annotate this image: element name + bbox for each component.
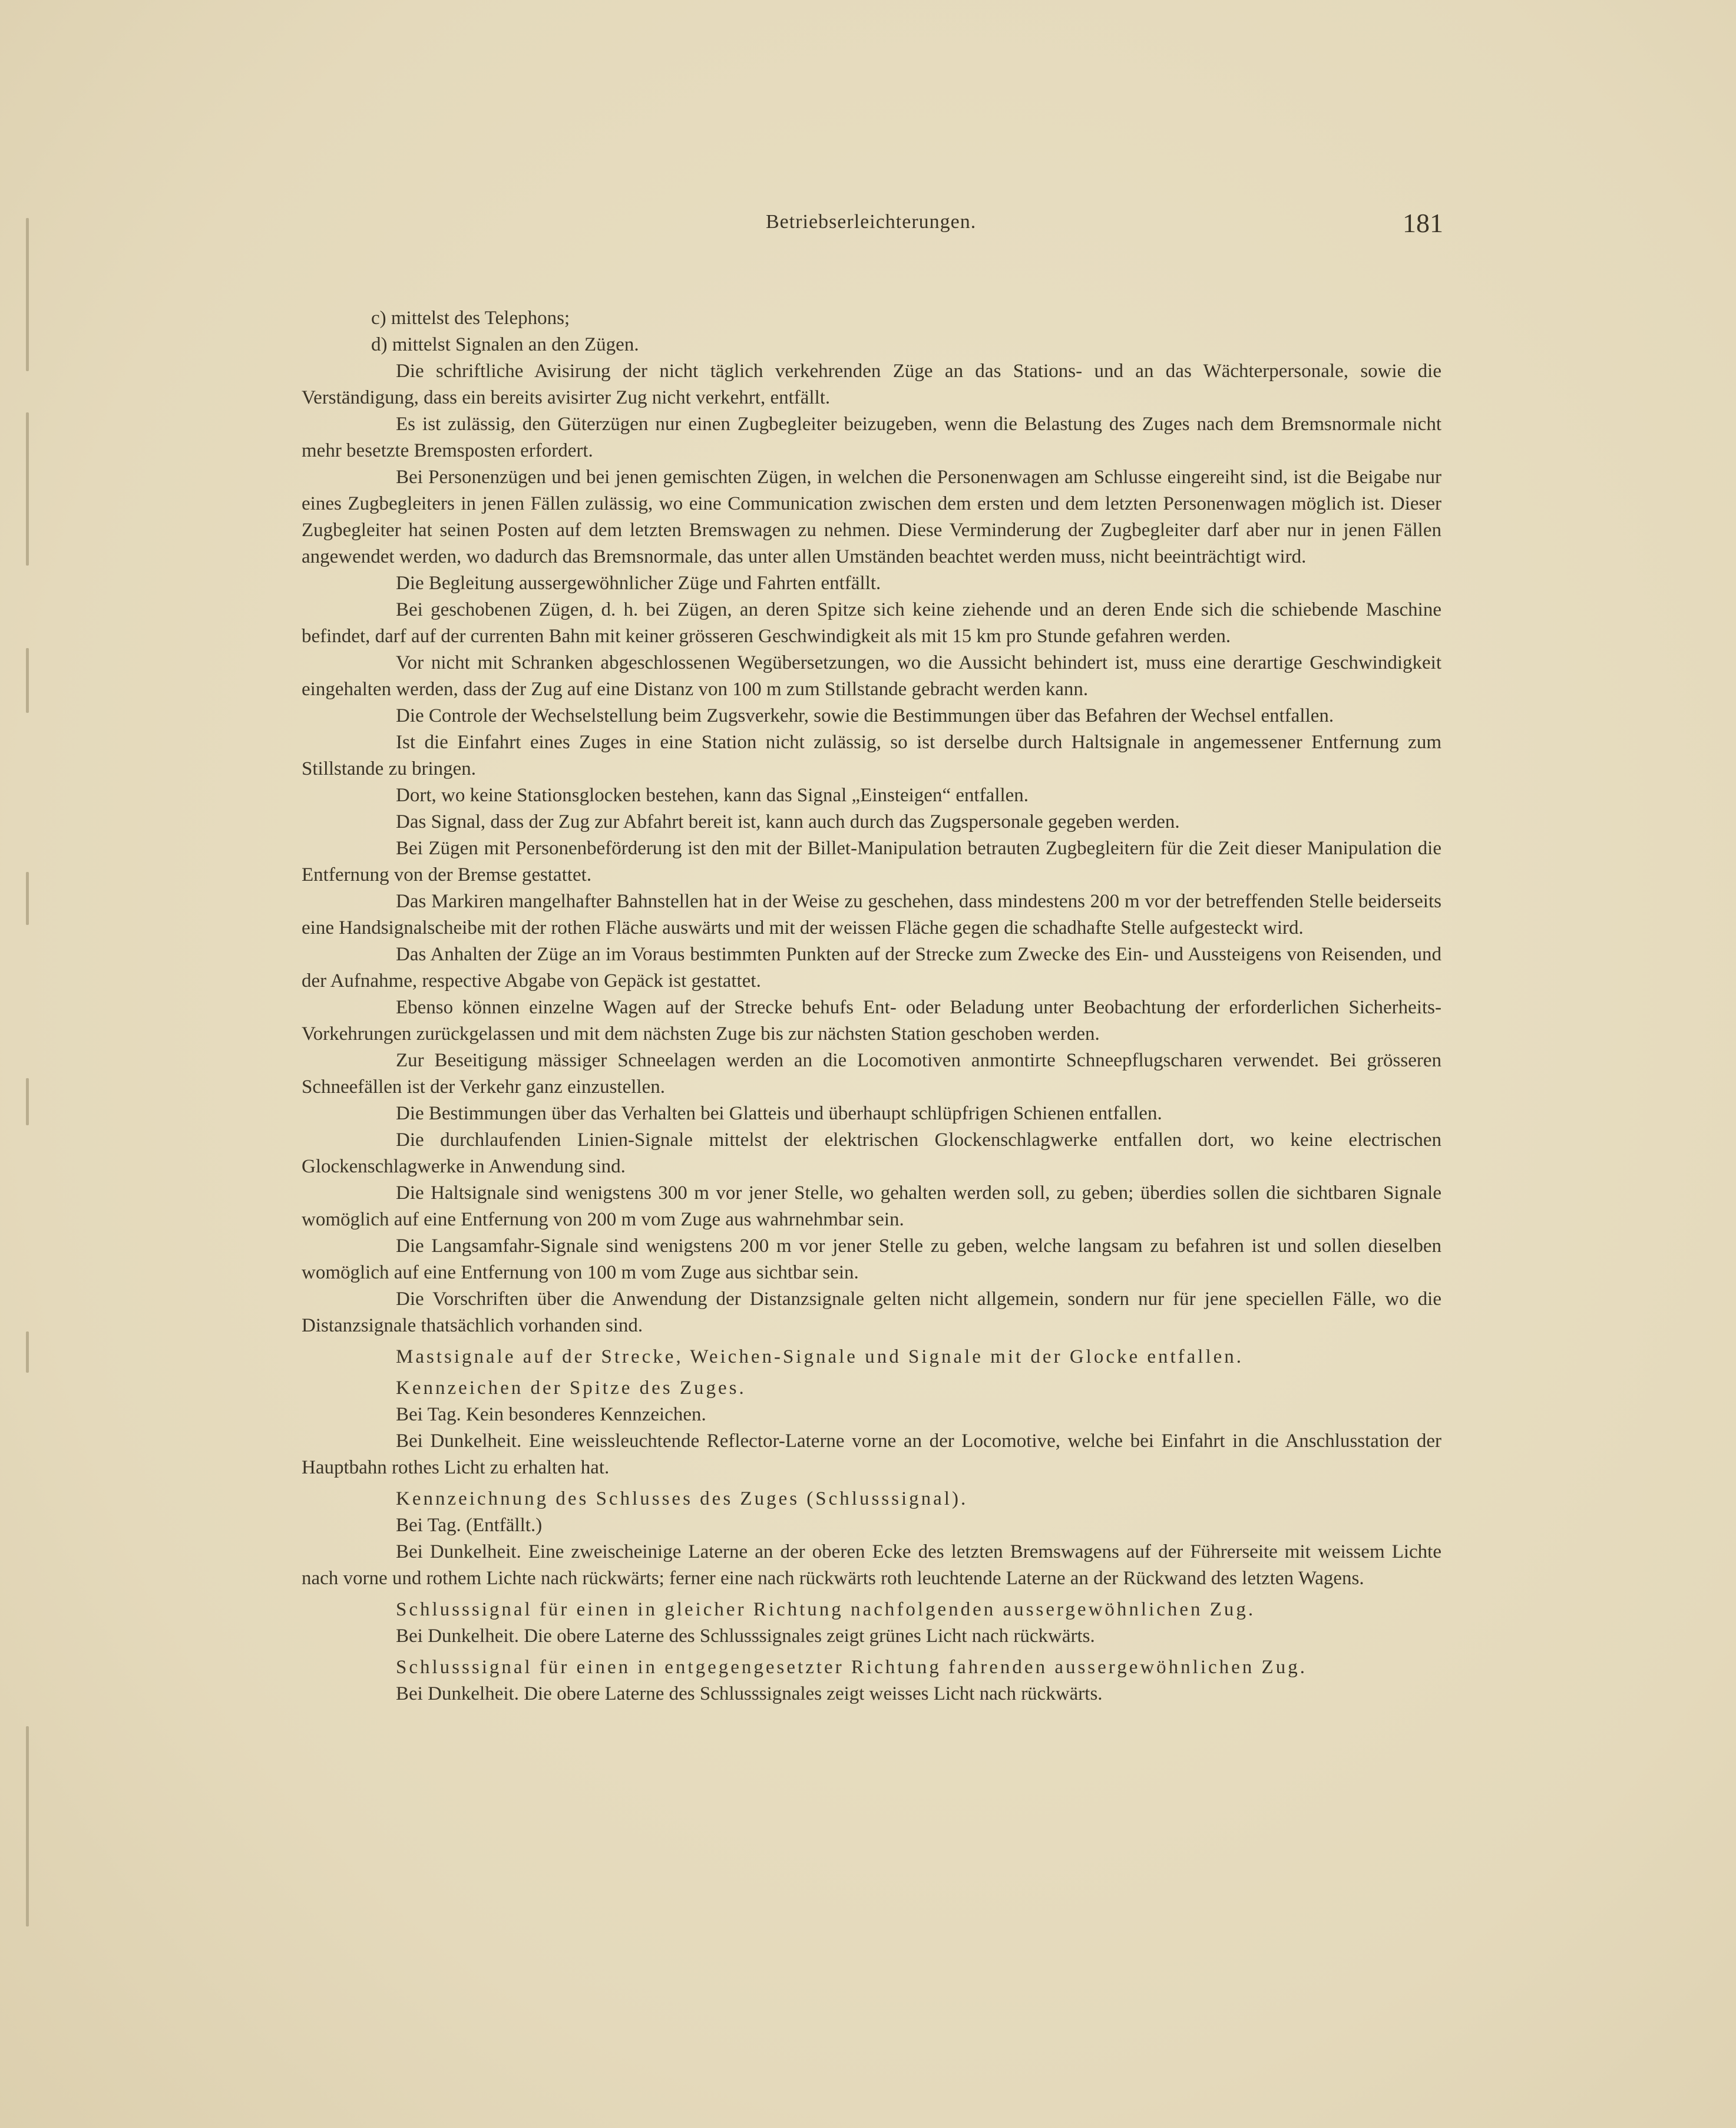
body-text [302, 305, 1441, 1707]
paragraph: Die schriftliche Avisirung der nicht täglich verkehrenden Züge an das Stations- und an das Wächterpersonale, sowie die Verständigung, dass ein bereits avisirter Zug nicht verkehrt, entfällt. [302, 361, 1441, 408]
paragraph: Das Anhalten der Züge an im Voraus bestimmten Punkten auf der Strecke zum Zwecke des Ein- und Aussteigens von Reisenden, und der Aufnahme, respective Abgabe von Gepäck ist gestattet. [302, 944, 1441, 992]
page-number: 181 [1403, 208, 1443, 238]
paragraph: Das Markiren mangelhafter Bahnstellen hat in der Weise zu geschehen, dass mindestens 200 m vor der betreffenden Stelle beiderseits eine Handsignalscheibe mit der rothen Fläche auswärts und mit der weissen Fläche gegen die schadhafte Stelle aufgesteckt wird. [302, 891, 1441, 939]
paragraph: Vor nicht mit Schranken abgeschlossenen Wegübersetzungen, wo die Aussicht behindert ist, muss eine derartige Geschwindigkeit eingehalten werden, dass der Zug auf eine Distanz von 100 m zum Stillstande gebracht werden kann. [302, 652, 1441, 700]
paragraph: Bei Zügen mit Personenbeförderung ist den mit der Billet-Manipulation betrauten Zugbegleitern für die Zeit dieser Manipulation die Entfernung von der Bremse gestattet. [302, 838, 1441, 885]
spaced-heading: Mastsignale auf der Strecke, Weichen-Signale und Signale mit der Glocke entfallen. [396, 1346, 1244, 1367]
paragraph: Bei Dunkelheit. Eine weissleuchtende Reflector-Laterne vorne an der Locomotive, welche bei Einfahrt in die Anschlusstation der Hauptbahn rothes Licht zu erhalten hat. [302, 1430, 1441, 1478]
paragraph: Die Begleitung aussergewöhnlicher Züge und Fahrten entfällt. [396, 573, 881, 594]
paragraph: Die Langsamfahr-Signale sind wenigstens 200 m vor jener Stelle zu geben, welche langsam zu befahren ist und sollen dieselben womöglich auf eine Entfernung von 100 m vom Zuge aus sichtbar sein. [302, 1235, 1441, 1283]
paragraph: Bei geschobenen Zügen, d. h. bei Zügen, an deren Spitze sich keine ziehende und an deren Ende sich die schiebende Maschine befindet, darf auf der currenten Bahn mit keiner grösseren Geschwindigkeit als mit 15 km pro Stunde gefahren werden. [302, 599, 1441, 647]
paragraph: Bei Personenzügen und bei jenen gemischten Zügen, in welchen die Personenwagen am Schlusse eingereiht sind, ist die Beigabe nur eines Zugbegleiters in jenen Fällen zulässig, wo eine Communication zwischen dem ersten und dem letzten Personenwagen möglich ist. Dieser Zugbegleiter hat seinen Posten auf dem letzten Bremswagen zu nehmen. Diese Verminderung der Zugbegleiter darf aber nur in jenen Fällen angewendet werden, wo dadurch das Bremsnormale, das unter allen Umständen beachtet werden muss, nicht beeinträchtigt wird. [302, 467, 1441, 567]
paragraph: Bei Dunkelheit. Die obere Laterne des Schlusssignales zeigt weisses Licht nach rückwärts. [396, 1683, 1103, 1704]
section-heading: Kennzeichen der Spitze des Zuges. [396, 1377, 746, 1399]
paragraph: Die Controle der Wechselstellung beim Zugsverkehr, sowie die Bestimmungen über das Befahren der Wechsel entfallen. [396, 705, 1334, 726]
paragraph: Die Vorschriften über die Anwendung der Distanzsignale gelten nicht allgemein, sondern nur für jene speciellen Fälle, wo die Distanzsignale thatsächlich vorhanden sind. [302, 1288, 1441, 1336]
section-heading: Schlusssignal für einen in entgegengesetzter Richtung fahrenden aussergewöhnlichen Zug. [396, 1657, 1307, 1678]
list-item: d) mittelst Signalen an den Zügen. [371, 334, 639, 355]
binding-edge [18, 165, 38, 1921]
paragraph: Es ist zulässig, den Güterzügen nur einen Zugbegleiter beizugeben, wenn die Belastung des Zuges nach dem Bremsnormale nicht mehr besetzte Bremsposten erfordert. [302, 414, 1441, 461]
paragraph: Die Haltsignale sind wenigstens 300 m vor jener Stelle, wo gehalten werden soll, zu geben; überdies sollen die sichtbaren Signale womöglich auf eine Entfernung von 200 m vom Zuge aus wahrnehmbar sein. [302, 1182, 1441, 1230]
list-item: c) mittelst des Telephons; [371, 308, 570, 329]
paragraph: Ist die Einfahrt eines Zuges in eine Station nicht zulässig, so ist derselbe durch Haltsignale in angemessener Entfernung zum Stillstande zu bringen. [302, 732, 1441, 779]
paragraph: Zur Beseitigung mässiger Schneelagen werden an die Locomotiven anmontirte Schneepflugscharen verwendet. Bei grösseren Schneefällen ist der Verkehr ganz einzustellen. [302, 1050, 1441, 1098]
running-head [300, 208, 1443, 252]
paragraph: Bei Tag. Kein besonderes Kennzeichen. [396, 1404, 706, 1425]
paragraph: Bei Tag. (Entfällt.) [396, 1515, 543, 1536]
paragraph: Das Signal, dass der Zug zur Abfahrt bereit ist, kann auch durch das Zugspersonale gegeben werden. [396, 811, 1180, 832]
paragraph: Bei Dunkelheit. Die obere Laterne des Schlusssignales zeigt grünes Licht nach rückwärts. [396, 1625, 1095, 1647]
running-title: Betriebserleichterungen. [766, 211, 977, 233]
paragraph: Bei Dunkelheit. Eine zweischeinige Laterne an der oberen Ecke des letzten Bremswagens auf der Führerseite mit weissem Lichte nach vorne und rothem Lichte nach rückwärts; ferner eine nach rückwärts roth leuchtende Laterne an der Rückwand des letzten Wagens. [302, 1541, 1441, 1589]
paragraph: Dort, wo keine Stationsglocken bestehen, kann das Signal „Einsteigen“ entfallen. [396, 785, 1029, 806]
section-heading: Kennzeichnung des Schlusses des Zuges (Schlusssignal). [396, 1488, 968, 1509]
paragraph: Die durchlaufenden Linien-Signale mittelst der elektrischen Glockenschlagwerke entfallen dort, wo keine electrischen Glockenschlagwerke in Anwendung sind. [302, 1129, 1441, 1177]
paragraph: Die Bestimmungen über das Verhalten bei Glatteis und überhaupt schlüpfrigen Schienen entfallen. [396, 1103, 1162, 1124]
section-heading: Schlusssignal für einen in gleicher Richtung nachfolgenden aussergewöhnlichen Zug. [396, 1599, 1256, 1620]
paragraph: Ebenso können einzelne Wagen auf der Strecke behufs Ent- oder Beladung unter Beobachtung der erforderlichen Sicherheits-Vorkehrungen zurückgelassen und mit dem nächsten Zuge bis zur nächsten Station geschoben werden. [302, 997, 1441, 1045]
